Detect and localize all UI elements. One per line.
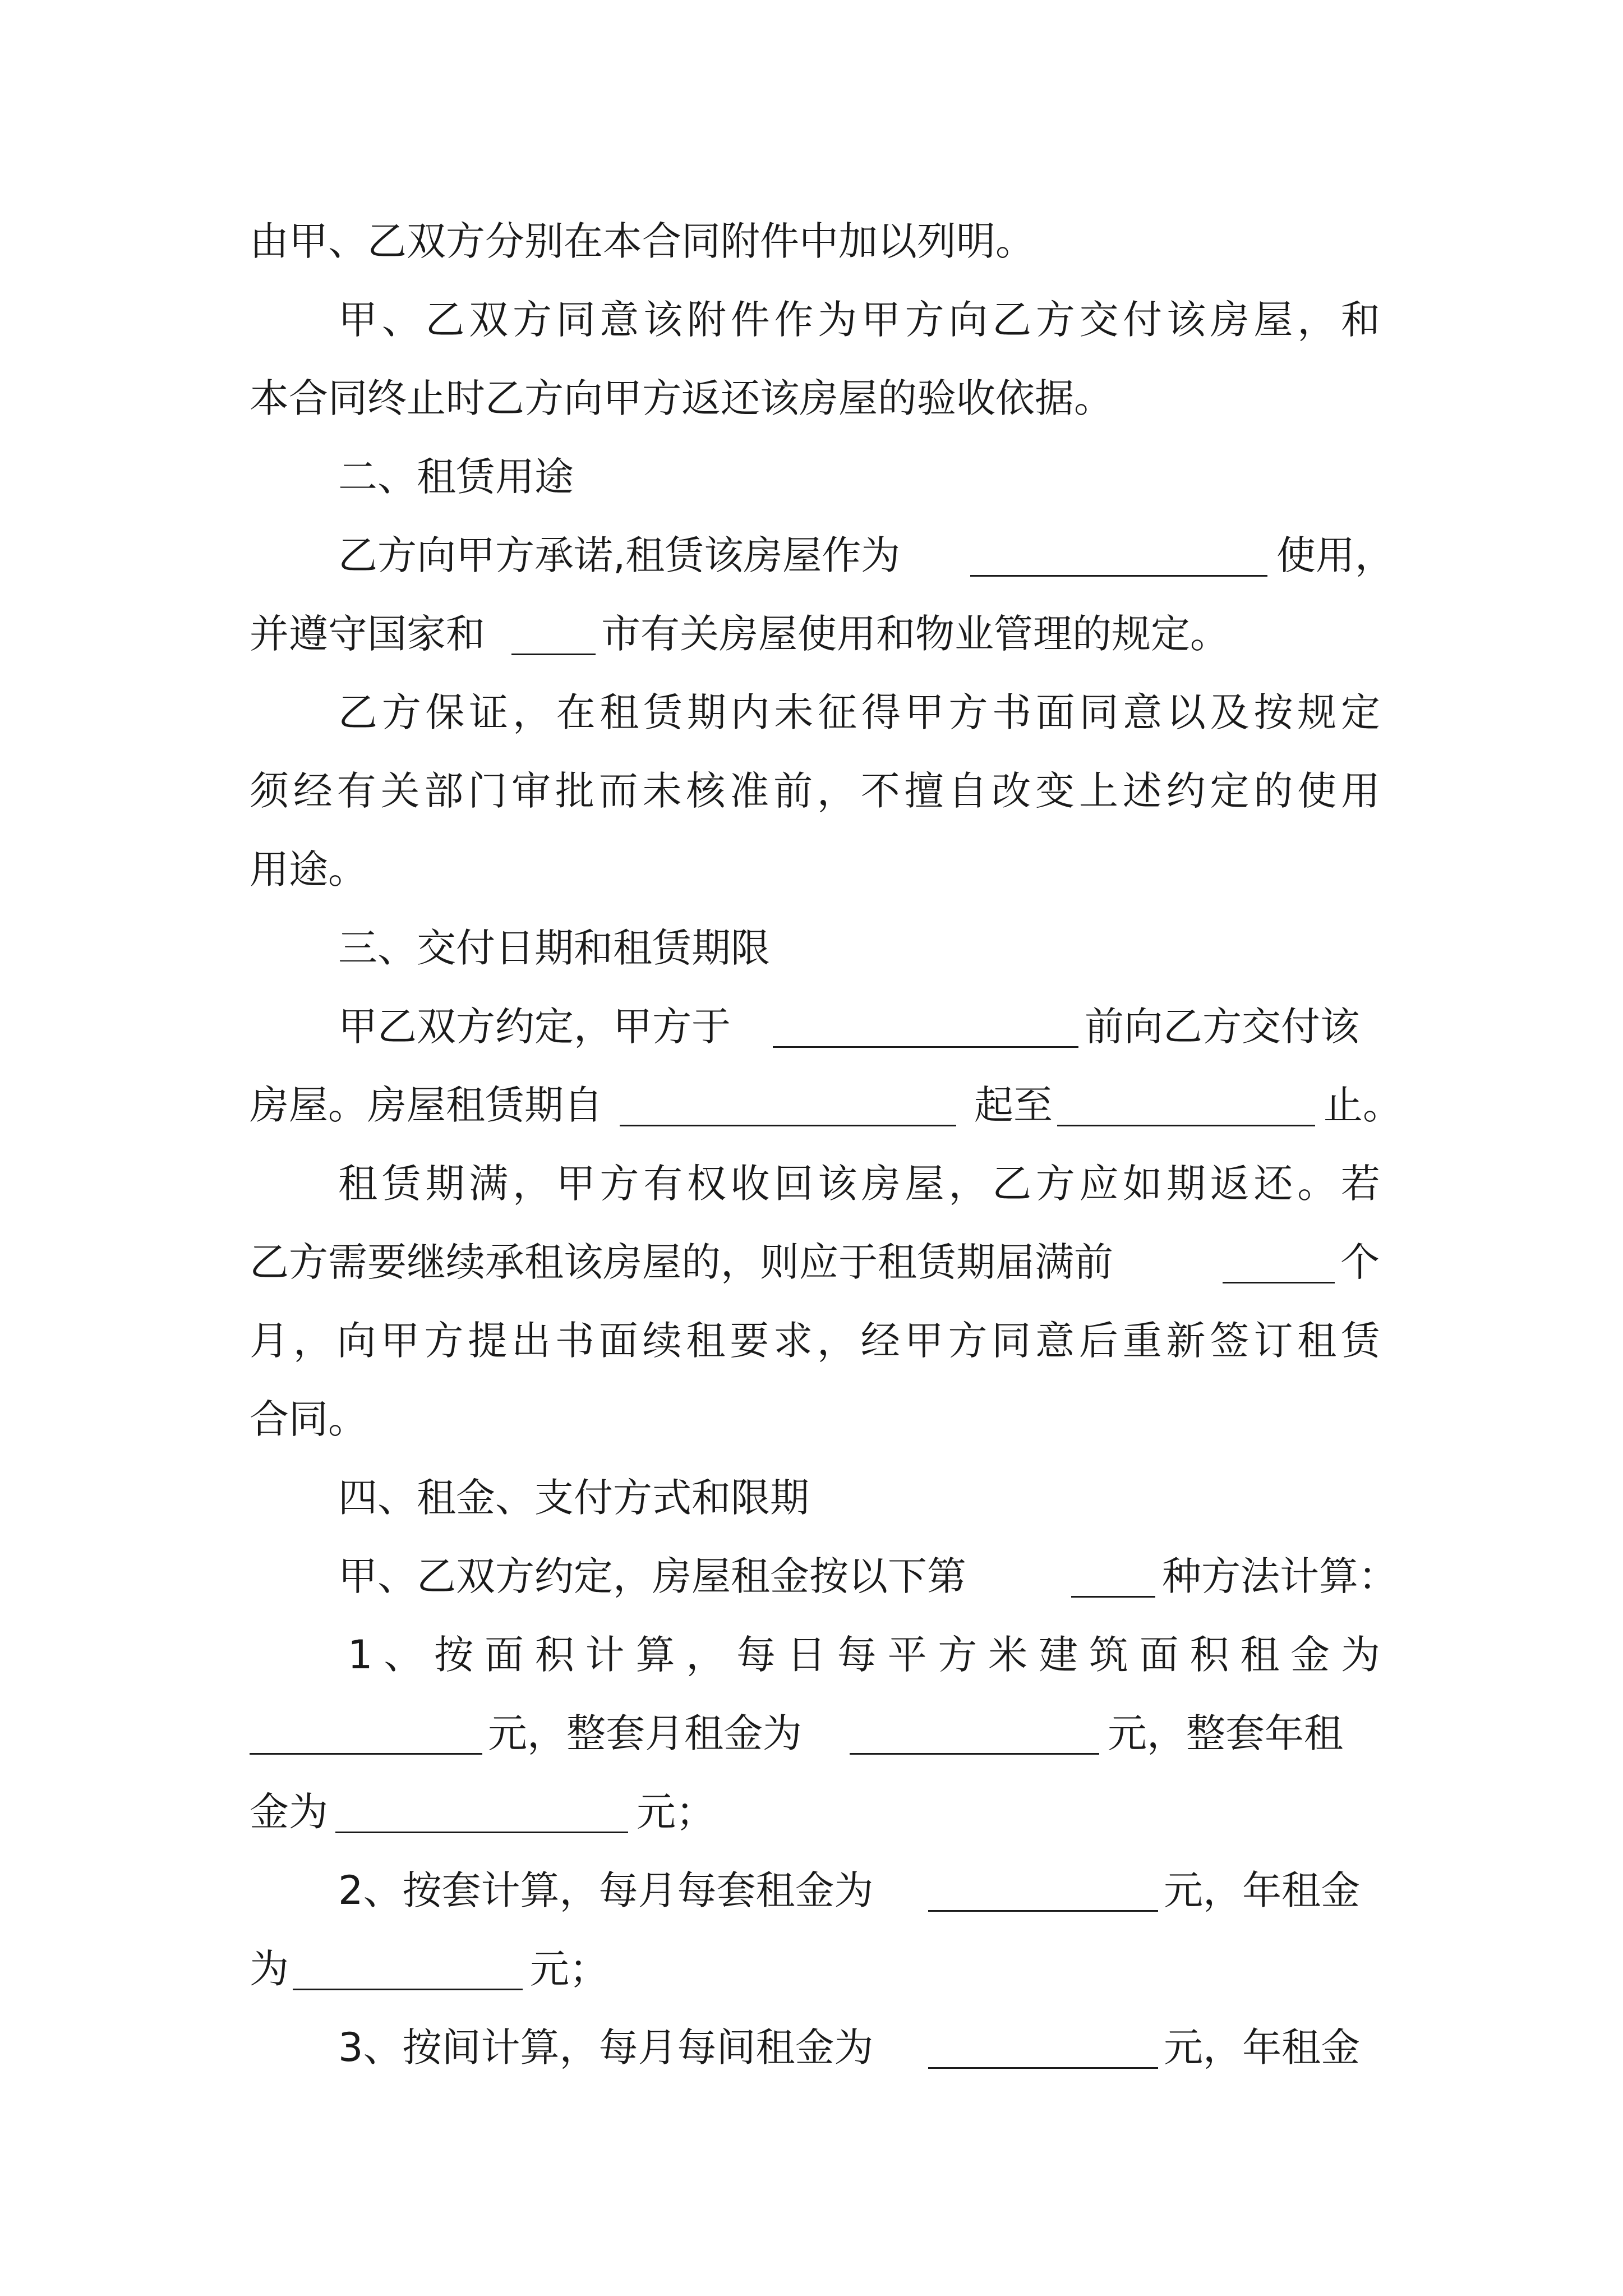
section-heading-text: 三、交付日期和租赁期限 xyxy=(338,925,770,971)
text-line xyxy=(0,1307,1623,1374)
paragraph-text: 种方法计算： xyxy=(1162,1553,1398,1599)
paragraph-text: 乙方需要继续承租该房屋的，则应于租赁期届满前 xyxy=(250,1239,1113,1285)
text-line xyxy=(0,1700,1623,1767)
text-line xyxy=(0,600,1623,668)
paragraph-text: 乙方向甲方承诺,租赁该房屋作为 xyxy=(338,532,901,578)
paragraph-text: 元； xyxy=(637,1789,715,1835)
fill-in-blank[interactable] xyxy=(335,1766,628,1833)
paragraph-text: 甲、乙双方约定，房屋租金按以下第 xyxy=(338,1553,966,1599)
fill-in-blank[interactable] xyxy=(620,1059,956,1126)
text-line xyxy=(0,1778,1623,1846)
text-line xyxy=(0,208,1623,275)
text-line xyxy=(0,1071,1623,1139)
paragraph-text: 使用， xyxy=(1276,532,1394,578)
text-line xyxy=(0,1621,1623,1688)
paragraph-text: 个 xyxy=(1340,1239,1380,1285)
section-heading xyxy=(0,443,1623,510)
paragraph-text: 合同。 xyxy=(250,1396,367,1442)
fill-in-blank[interactable] xyxy=(511,588,596,655)
paragraph-text: 由甲、乙双方分别在本合同附件中加以列明。 xyxy=(250,218,1035,264)
paragraph-text: 2、按套计算，每月每套租金为 xyxy=(338,1867,874,1913)
text-line xyxy=(0,1935,1623,2003)
text-line xyxy=(0,365,1623,432)
fill-in-blank[interactable] xyxy=(250,1687,482,1755)
paragraph-text: 元，年租金 xyxy=(1164,2024,1360,2070)
fill-in-blank[interactable] xyxy=(1223,1216,1335,1283)
paragraph-text: 止。 xyxy=(1324,1082,1402,1128)
fill-in-blank[interactable] xyxy=(1057,1059,1315,1126)
text-line xyxy=(0,1386,1623,1453)
text-line xyxy=(0,1543,1623,1610)
paragraph-text: 为 xyxy=(250,1946,289,1992)
text-line xyxy=(0,757,1623,825)
text-line xyxy=(0,836,1623,903)
paragraph-text: 元，年租金 xyxy=(1164,1867,1360,1913)
paragraph-text: 乙方保证，在租赁期内未征得甲方书面同意以及按规定 xyxy=(338,689,1380,735)
paragraph-text: 租赁期满，甲方有权收回该房屋，乙方应如期返还。若 xyxy=(338,1161,1380,1207)
text-line xyxy=(0,2014,1623,2081)
text-line xyxy=(0,286,1623,353)
paragraph-text: 用途。 xyxy=(250,846,367,892)
paragraph-text: 元，整套月租金为 xyxy=(488,1710,802,1756)
section-heading xyxy=(0,914,1623,982)
paragraph-text: 金为 xyxy=(250,1789,328,1835)
text-line xyxy=(0,679,1623,746)
paragraph-text: 3、按间计算，每月每间租金为 xyxy=(338,2024,874,2070)
paragraph-text: 并遵守国家和 xyxy=(250,611,485,657)
paragraph-text: 前向乙方交付该 xyxy=(1085,1004,1359,1050)
paragraph-text: 月，向甲方提出书面续租要求，经甲方同意后重新签订租赁 xyxy=(250,1318,1380,1364)
paragraph-text: 1、按面积计算，每日每平方米建筑面积租金为 xyxy=(348,1632,1380,1678)
paragraph-text: 市有关房屋使用和物业管理的规定。 xyxy=(601,611,1229,657)
fill-in-blank[interactable] xyxy=(293,1923,523,1990)
paragraph-text: 起至 xyxy=(974,1082,1053,1128)
paragraph-text: 元； xyxy=(530,1946,608,1992)
paragraph-text: 房屋。房屋租赁期自 xyxy=(250,1082,603,1128)
fill-in-blank[interactable] xyxy=(850,1687,1099,1755)
paragraph-text: 须经有关部门审批而未核准前，不擅自改变上述约定的使用 xyxy=(250,768,1380,814)
fill-in-blank[interactable] xyxy=(928,2001,1158,2069)
paragraph-text: 本合同终止时乙方向甲方返还该房屋的验收依据。 xyxy=(250,375,1113,421)
fill-in-blank[interactable] xyxy=(928,1844,1158,1912)
text-line xyxy=(0,1857,1623,1924)
text-line xyxy=(0,522,1623,589)
fill-in-blank[interactable] xyxy=(773,981,1078,1048)
paragraph-text: 甲乙双方约定，甲方于 xyxy=(338,1004,731,1050)
text-line xyxy=(0,993,1623,1060)
text-line xyxy=(0,1228,1623,1296)
section-heading-text: 四、租金、支付方式和限期 xyxy=(338,1475,809,1521)
fill-in-blank[interactable] xyxy=(970,509,1267,577)
section-heading xyxy=(0,1464,1623,1531)
fill-in-blank[interactable] xyxy=(1071,1530,1155,1598)
paragraph-text: 元，整套年租 xyxy=(1108,1710,1343,1756)
section-heading-text: 二、租赁用途 xyxy=(338,454,574,500)
paragraph-text: 甲、乙双方同意该附件作为甲方向乙方交付该房屋，和 xyxy=(338,297,1380,343)
text-line xyxy=(0,1150,1623,1217)
